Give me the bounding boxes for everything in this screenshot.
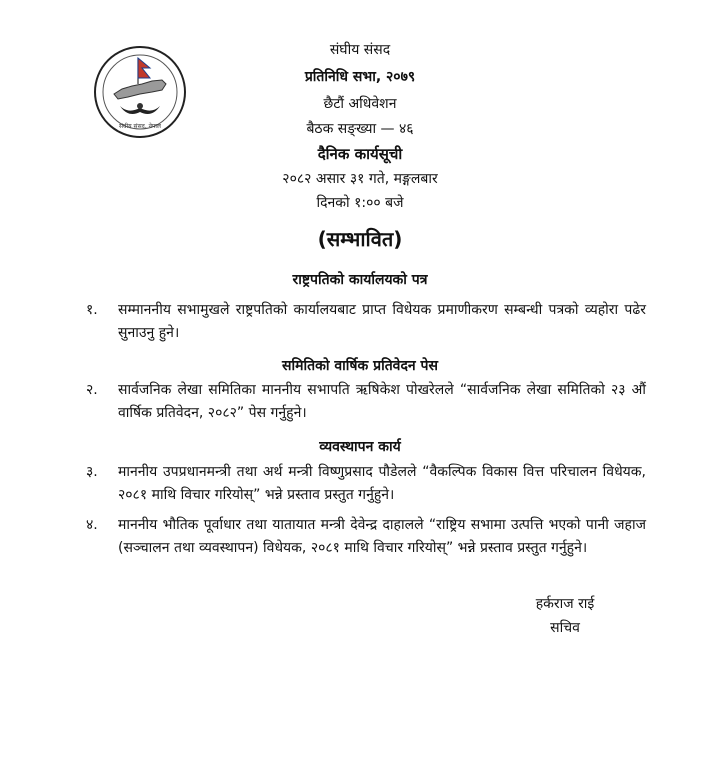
agenda-item — [86, 379, 646, 425]
agenda-item-number: ४. — [86, 517, 98, 533]
agenda-item-number: ३. — [86, 464, 98, 480]
page-title: दैनिक कार्यसूची — [317, 145, 403, 163]
emblem-ring-text: संघीय संसद, नेपाल — [118, 123, 162, 130]
agenda-item-text: माननीय उपप्रधानमन्त्री तथा अर्थ मन्त्री विष्णुप्रसाद पौडेलले “वैकल्पिक विकास वित्त परिचालन विधेयक, २०८१ माथि विचार गरियोस्” भन्ने प्रस्ताव प्रस्तुत गर्नुहुने। — [118, 464, 646, 503]
meeting-time: दिनको १:०० बजे — [316, 195, 404, 211]
agenda-item-text: माननीय भौतिक पूर्वाधार तथा यातायात मन्त्री देवेन्द्र दाहालले “राष्ट्रिय सभामा उत्पत्ति भएको पानी जहाज (सञ्चालन तथा व्यवस्थापन) विधेयक, २०८१ माथि विचार गरियोस्” भन्ने प्रस्ताव प्रस्तुत गर्नुहुने। — [118, 517, 646, 556]
agenda-item-number: २. — [86, 382, 98, 398]
agenda-item — [86, 461, 646, 507]
agenda-item — [86, 299, 646, 345]
section-title-legislation: व्यवस्थापन कार्य — [319, 439, 401, 455]
agenda-item — [86, 514, 646, 560]
agenda-item-number: १. — [86, 302, 98, 318]
agenda-item-text: सार्वजनिक लेखा समितिका माननीय सभापति ऋषिकेश पोखरेलले “सार्वजनिक लेखा समितिको २३ औं वार्षिक प्रतिवेदन, २०८२” पेस गर्नुहुने। — [118, 382, 646, 421]
agenda-item-text: सम्माननीय सभामुखले राष्ट्रपतिको कार्यालयबाट प्राप्त विधेयक प्रमाणीकरण सम्बन्धी पत्रको व्यहोरा पढेर सुनाउनु हुने। — [118, 302, 646, 341]
signatory-name: हर्कराज राई — [535, 596, 595, 612]
signatory-title: सचिव — [550, 620, 580, 636]
meeting-date: २०८२ असार ३१ गते, मङ्गलबार — [282, 171, 438, 187]
parliament-name: संघीय संसद — [329, 42, 391, 58]
section-title-committee-report: समितिको वार्षिक प्रतिवेदन पेस — [282, 358, 438, 374]
session-name: छैटौं अधिवेशन — [323, 96, 397, 112]
section-title-president-office: राष्ट्रपतिको कार्यालयको पत्र — [292, 272, 428, 288]
status-label: (सम्भावित) — [317, 227, 403, 251]
house-name: प्रतिनिधि सभा, २०७९ — [304, 69, 416, 85]
meeting-number: बैठक सङ्ख्या — ४६ — [306, 121, 414, 137]
